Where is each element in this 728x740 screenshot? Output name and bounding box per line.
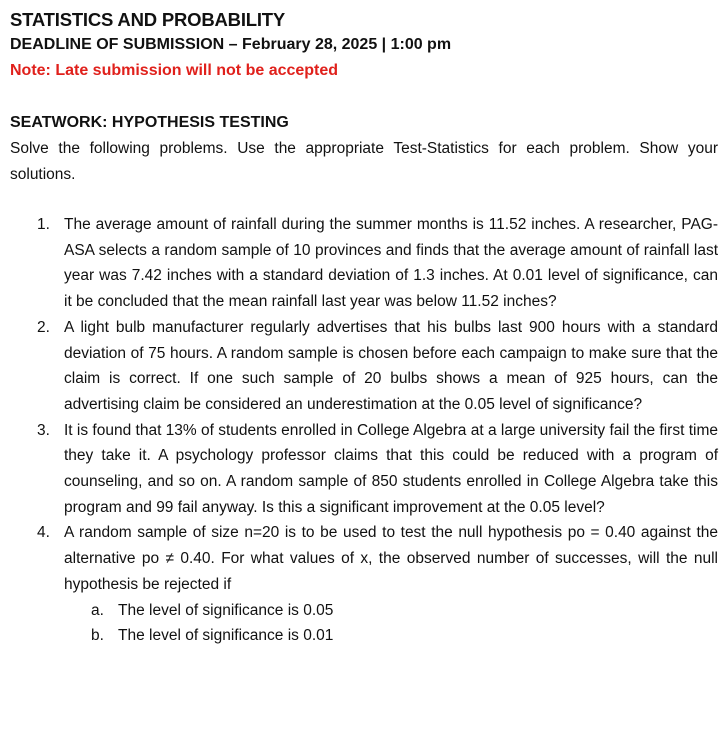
late-submission-note: Note: Late submission will not be accepted [10,62,339,79]
problem-list [10,212,718,649]
submission-deadline: DEADLINE OF SUBMISSION – February 28, 2025 | 1:00 pm [10,36,452,53]
spacer [10,84,718,110]
instructions-text: Solve the following problems. Use the appropriate Test-Statistics for each problem. Show your solutions. [10,140,718,183]
problem-number: 3. [37,421,50,439]
problem-item-1 [10,212,718,315]
sub-item-letter: a. [91,601,104,619]
problem-number: 4. [37,524,50,542]
document-title: STATISTICS AND PROBABILITY [10,9,286,30]
problem-number: 1. [37,216,50,233]
sub-item-text: The level of significance is 0.05 [118,601,334,619]
problem-item-3 [10,418,718,521]
problem-text: It is found that 13% of students enrolled in College Algebra at a large university fail the first time they take it. A psychology professor claims that this could be reduced with a program of counseling, and so on. A random sample of 850 students enrolled in College Algebra take this program and 99 fail anyway. Is this a significant improvement at the 0.05 level? [64,421,718,516]
problem-text: A random sample of size n=20 is to be used to test the null hypothesis po = 0.40 against the alternative po ≠ 0.40. For what values of x, the observed number of successes, will the null hypothesis be rejected if [64,524,718,593]
sub-item-a [64,598,718,624]
problem-text: A light bulb manufacturer regularly advertises that his bulbs last 900 hours with a standard deviation of 75 hours. A random sample is chosen before each campaign to make sure that the claim is correct. If one such sample of 20 bulbs shows a mean of 925 hours, can the advertising claim be considered an underestimation at the 0.05 level of significance? [64,318,718,413]
seatwork-heading: SEATWORK: HYPOTHESIS TESTING [10,114,289,131]
sub-item-text: The level of significance is 0.01 [118,627,334,645]
problem-item-4 [10,520,718,649]
sub-item-list [64,598,718,649]
problem-item-2 [10,315,718,418]
sub-item-b [64,623,718,649]
sub-item-letter: b. [91,627,104,645]
problem-number: 2. [37,318,50,336]
problem-text: The average amount of rainfall during the summer months is 11.52 inches. A researcher, PAG-ASA selects a random sample of 10 provinces and finds that the average amount of rainfall last year was 7.42 inches with a standard deviation of 1.3 inches. At 0.01 level of significance, can it be concluded that the mean rainfall last year was below 11.52 inches? [64,216,718,311]
spacer [10,187,718,212]
